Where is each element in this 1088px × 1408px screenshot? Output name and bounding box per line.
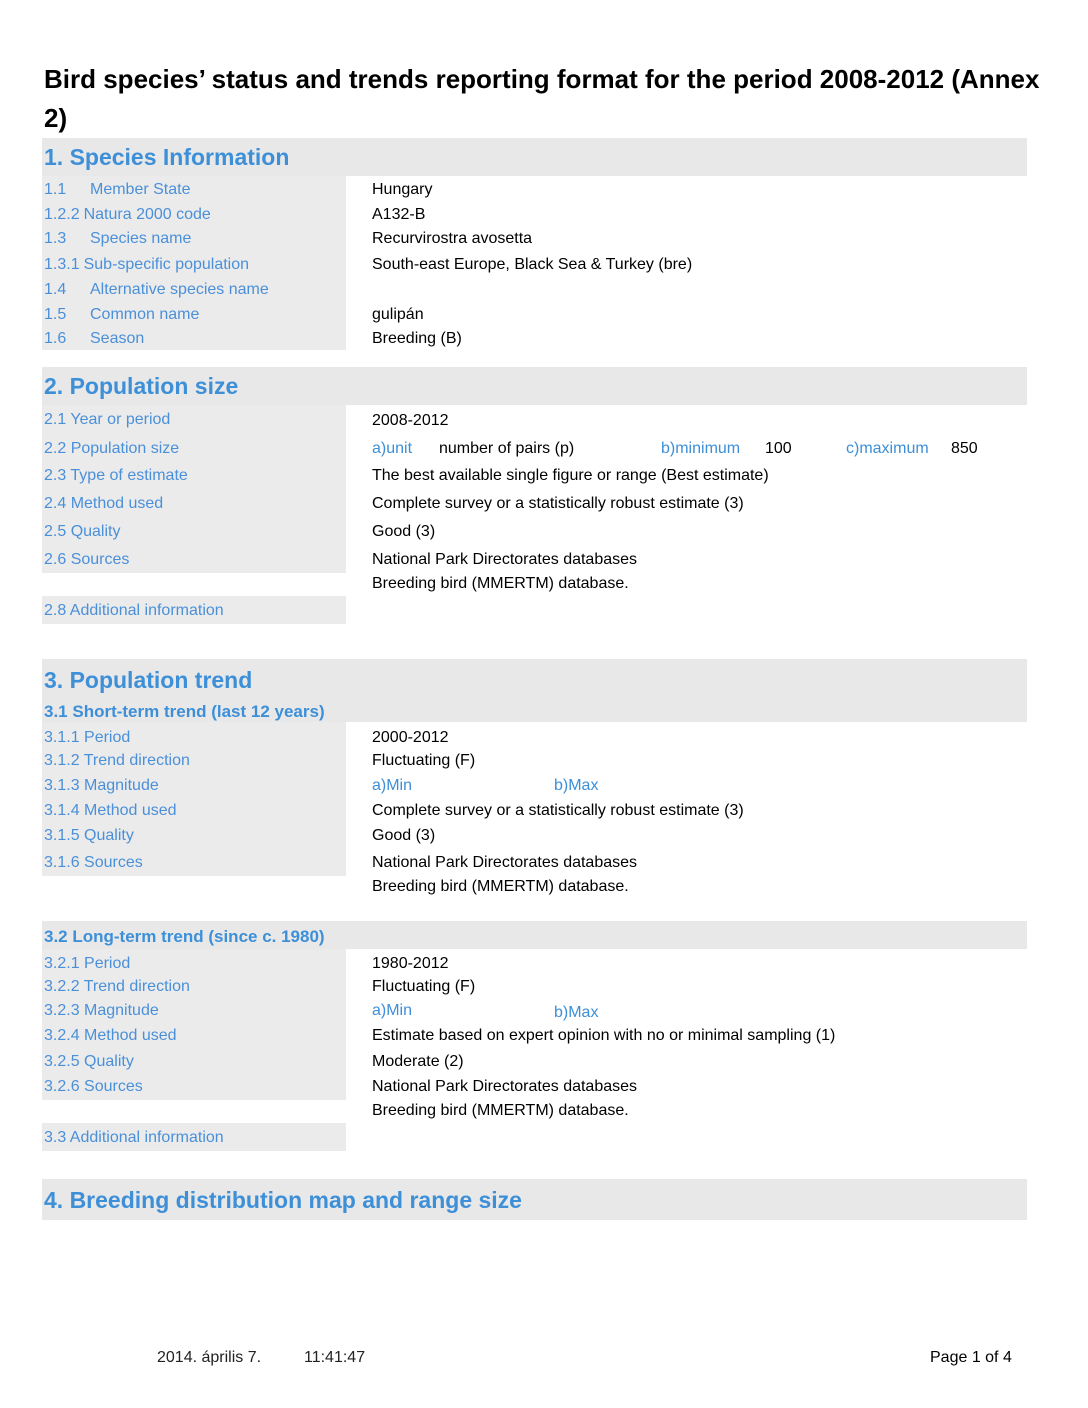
species-info-number: 1.5 (44, 306, 67, 323)
footer-page-number: Page 1 of 4 (930, 1349, 1012, 1366)
short-max-label: b)Max (554, 777, 599, 794)
year-label: 2.1 Year or period (44, 411, 171, 428)
long-sources-label: 3.2.6 Sources (44, 1078, 143, 1095)
unit-label: a)unit (372, 440, 413, 457)
maximum-value: 850 (951, 440, 978, 457)
footer-date: 2014. április 7. (157, 1349, 262, 1366)
species-info-number: 1.2.2 (44, 206, 80, 223)
species-info-number: 1.3 (44, 230, 67, 247)
long-period-value: 1980-2012 (372, 955, 449, 972)
long-period-label: 3.2.1 Period (44, 955, 131, 972)
quality-label: 2.5 Quality (44, 523, 121, 540)
species-info-label-text: Common name (90, 306, 200, 323)
species-info-value: Hungary (372, 181, 433, 198)
population-size-label: 2.2 Population size (44, 440, 180, 457)
section-3-heading: 3. Population trend (44, 667, 253, 693)
unit-value: number of pairs (p) (439, 440, 575, 457)
method-value: Complete survey or a statistically robust estimate (3) (372, 495, 744, 512)
species-info-label (44, 305, 199, 325)
section-4-header (42, 1179, 1027, 1220)
species-info-label-text: Alternative species name (90, 281, 269, 298)
species-info-number: 1.3.1 (44, 256, 80, 273)
section-2-header (42, 367, 1027, 405)
short-sources-label: 3.1.6 Sources (44, 854, 143, 871)
short-method-value: Complete survey or a statistically robust estimate (3) (372, 802, 744, 819)
short-period-label: 3.1.1 Period (44, 729, 131, 746)
additional-info-label: 2.8 Additional information (44, 602, 224, 619)
sources-label: 2.6 Sources (44, 551, 130, 568)
quality-value: Good (3) (372, 523, 436, 540)
species-info-value: Recurvirostra avosetta (372, 230, 533, 247)
short-direction-value: Fluctuating (F) (372, 752, 476, 769)
estimate-type-label: 2.3 Type of estimate (44, 467, 188, 484)
section-4-heading: 4. Breeding distribution map and range size (44, 1187, 522, 1213)
short-term-heading: 3.1 Short-term trend (last 12 years) (44, 702, 325, 721)
species-info-label-text: Season (90, 330, 145, 347)
species-info-number: 1.4 (44, 281, 67, 298)
species-info-label (44, 280, 269, 300)
long-max-label: b)Max (554, 1004, 599, 1021)
species-info-value: Breeding (B) (372, 330, 462, 347)
species-info-label (44, 329, 144, 349)
estimate-type-value: The best available single figure or range (Best estimate) (372, 467, 769, 484)
short-quality-value: Good (3) (372, 827, 436, 844)
section-1-header (42, 138, 1027, 176)
long-direction-value: Fluctuating (F) (372, 978, 476, 995)
minimum-label: b)minimum (661, 440, 741, 457)
short-direction-label: 3.1.2 Trend direction (44, 752, 190, 769)
short-period-value: 2000-2012 (372, 729, 449, 746)
species-info-label (44, 255, 249, 275)
short-quality-label: 3.1.5 Quality (44, 827, 134, 844)
long-term-header (42, 921, 1027, 949)
long-direction-label: 3.2.2 Trend direction (44, 978, 190, 995)
long-min-label: a)Min (372, 1002, 413, 1019)
species-info-value: gulipán (372, 306, 424, 323)
species-info-label-text: Natura 2000 code (83, 206, 211, 223)
species-info-value: A132-B (372, 206, 426, 223)
document-title: Bird species’ status and trends reporting format for the period 2008-2012 (Annex 2) (44, 64, 1040, 133)
long-method-label: 3.2.4 Method used (44, 1027, 177, 1044)
short-magnitude-label: 3.1.3 Magnitude (44, 777, 159, 794)
long-sources-line-2: Breeding bird (MMERTM) database. (372, 1102, 629, 1119)
long-magnitude-label: 3.2.3 Magnitude (44, 1002, 159, 1019)
long-quality-label: 3.2.5 Quality (44, 1053, 134, 1070)
short-sources-line-2: Breeding bird (MMERTM) database. (372, 878, 629, 895)
long-sources-line-1: National Park Directorates databases (372, 1078, 638, 1095)
short-min-label: a)Min (372, 777, 413, 794)
maximum-label: c)maximum (846, 440, 929, 457)
footer-time: 11:41:47 (304, 1349, 366, 1366)
section-2-heading: 2. Population size (44, 373, 239, 399)
minimum-value: 100 (765, 440, 792, 457)
species-info-value: South-east Europe, Black Sea & Turkey (bre) (372, 256, 693, 273)
species-info-label (44, 205, 211, 225)
long-method-value: Estimate based on expert opinion with no or minimal sampling (1) (372, 1027, 836, 1044)
species-info-label-text: Sub-specific population (83, 256, 250, 273)
species-info-number: 1.6 (44, 330, 67, 347)
sources-line-2: Breeding bird (MMERTM) database. (372, 575, 629, 592)
species-info-label-text: Species name (90, 230, 192, 247)
species-info-label-text: Member State (90, 181, 191, 198)
method-label: 2.4 Method used (44, 495, 164, 512)
long-term-heading: 3.2 Long-term trend (since c. 1980) (44, 927, 325, 946)
sources-line-1: National Park Directorates databases (372, 551, 638, 568)
year-value: 2008-2012 (372, 412, 449, 429)
short-method-label: 3.1.4 Method used (44, 802, 177, 819)
species-info-label (44, 180, 190, 200)
section-3-header (42, 659, 1027, 722)
section-1-heading: 1. Species Information (44, 144, 290, 170)
species-info-number: 1.1 (44, 181, 67, 198)
section-2-label-column (42, 405, 346, 573)
long-quality-value: Moderate (2) (372, 1053, 464, 1070)
trend-additional-info-label: 3.3 Additional information (44, 1129, 224, 1146)
species-info-label (44, 229, 191, 249)
short-sources-line-1: National Park Directorates databases (372, 854, 638, 871)
